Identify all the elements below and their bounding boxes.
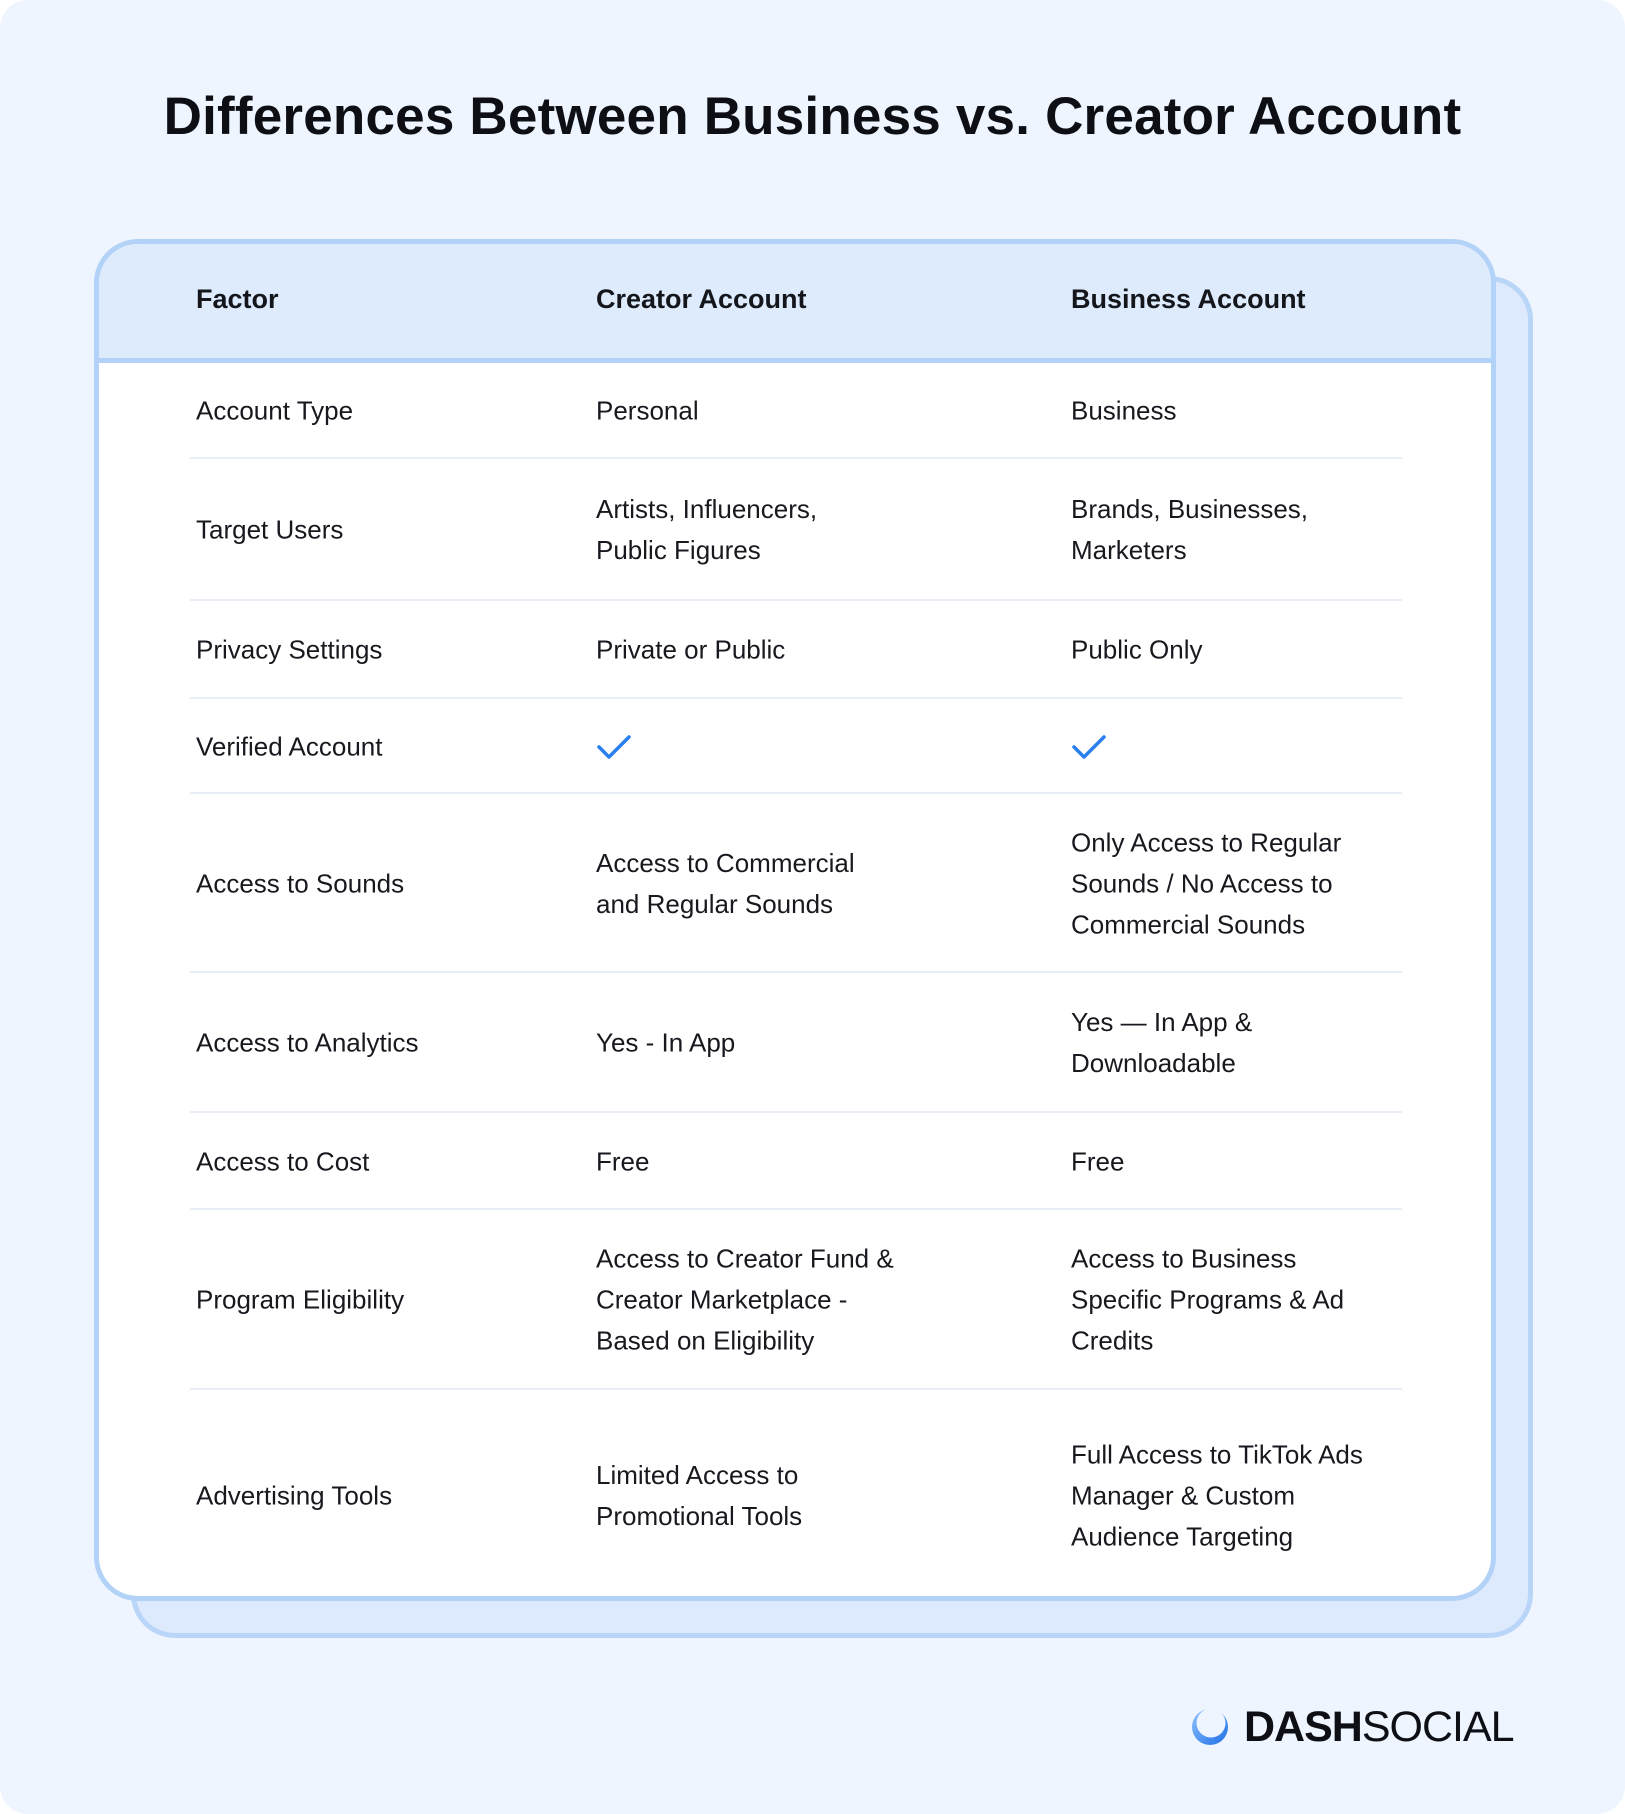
- cell-business: Full Access to TikTok Ads Manager & Custom Audience Targeting: [1071, 1439, 1363, 1551]
- header-business-account: Business Account: [1071, 284, 1306, 314]
- check-icon: [1071, 732, 1107, 762]
- cell-creator: Access to Commercial and Regular Sounds: [596, 847, 855, 919]
- cell-creator: Free: [596, 1146, 650, 1176]
- cell-factor: Privacy Settings: [196, 634, 383, 665]
- cell-business: Brands, Businesses, Marketers: [1071, 494, 1309, 565]
- header-creator-account: Creator Account: [596, 284, 807, 314]
- cell-factor: Program Eligibility: [196, 1284, 405, 1315]
- cell-creator: Yes - In App: [596, 1027, 736, 1058]
- table-header: [99, 244, 1491, 363]
- table-row: [99, 973, 1491, 1113]
- cell-creator: Personal: [596, 395, 699, 426]
- table-row: [99, 459, 1491, 601]
- table-row: [99, 1210, 1491, 1390]
- table-row: [99, 601, 1491, 699]
- cell-factor: Account Type: [196, 395, 354, 426]
- cell-business: Public Only: [1071, 634, 1203, 665]
- cell-factor: Advertising Tools: [196, 1480, 393, 1510]
- cell-business: Yes — In App & Downloadable: [1071, 1007, 1253, 1078]
- cell-creator: [596, 732, 1036, 762]
- dash-social-logo-icon: [1190, 1707, 1230, 1747]
- table-row: [99, 699, 1491, 794]
- logo-text-dash: DASH: [1244, 1702, 1362, 1751]
- cell-business: Access to Business Specific Programs & Ad Credits: [1071, 1243, 1345, 1356]
- cell-business: Business: [1071, 395, 1177, 426]
- cell-creator: Artists, Influencers, Public Figures: [596, 494, 818, 565]
- cell-factor: Access to Sounds: [196, 868, 405, 898]
- cell-creator: Private or Public: [596, 634, 786, 665]
- logo-text-social: SOCIAL: [1361, 1702, 1514, 1751]
- table-row: [99, 1113, 1491, 1210]
- page-title: Differences Between Business vs. Creator Account: [163, 87, 1462, 146]
- header-factor: Factor: [196, 284, 279, 314]
- cell-factor: Verified Account: [196, 731, 383, 761]
- cell-creator: Access to Creator Fund & Creator Marketplace - Based on Eligibility: [596, 1243, 894, 1356]
- cell-creator: Limited Access to Promotional Tools: [596, 1459, 803, 1531]
- cell-business: [1071, 732, 1421, 762]
- cell-factor: Target Users: [196, 514, 344, 545]
- comparison-table: [94, 239, 1496, 1601]
- table-row: [99, 363, 1491, 459]
- dash-social-logo: [1190, 1703, 1514, 1751]
- cell-business: Free: [1071, 1146, 1125, 1176]
- check-icon: [596, 732, 632, 762]
- logo-wordmark: [1244, 1703, 1514, 1752]
- cell-factor: Access to Analytics: [196, 1027, 419, 1058]
- table-row: [99, 1390, 1491, 1601]
- cell-business: Only Access to Regular Sounds / No Access to Commercial Sounds: [1071, 827, 1342, 939]
- table-row: [99, 794, 1491, 973]
- cell-factor: Access to Cost: [196, 1146, 370, 1176]
